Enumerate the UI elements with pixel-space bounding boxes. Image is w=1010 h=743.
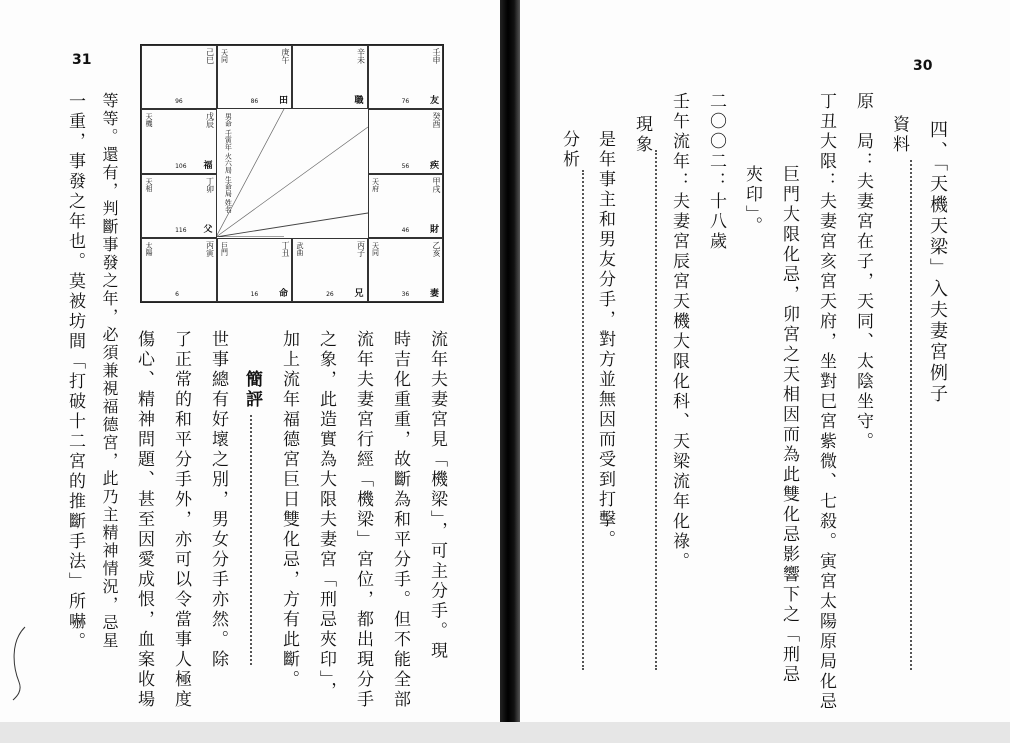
- page-number-30: 30: [913, 58, 933, 74]
- cell-ganzhi: 己巳: [205, 48, 215, 64]
- subheading-data: 資料: [889, 115, 909, 155]
- text-column: 等等。還有，判斷事發之年，必須兼視福德宮，此乃主精神情況，忌星: [100, 92, 119, 650]
- chart-cell-yin: [141, 238, 217, 302]
- chart-cell-mao: [141, 174, 217, 238]
- cell-number: 26: [326, 291, 334, 298]
- cell-palace: 妻: [429, 289, 439, 299]
- chart-center: [216, 109, 368, 237]
- cell-number: 56: [401, 162, 410, 170]
- text-column: 壬午流年：夫妻宮辰宮天機大限化科、天梁流年化祿。: [669, 92, 689, 572]
- cell-number: 96: [175, 98, 183, 106]
- chart-cell-chou: [217, 238, 293, 302]
- cell-palace: 友: [429, 96, 439, 107]
- cell-palace: 疾: [429, 160, 439, 171]
- center-line: 火六局: [224, 152, 233, 174]
- text-column: 流年夫妻宮見「機梁」，可主分手。現: [427, 330, 447, 662]
- chart-cell-hai: [368, 238, 444, 302]
- center-line: 姓名: [224, 198, 233, 213]
- dotted-leader: [655, 150, 657, 670]
- text-column: 之象，此造實為大限夫妻宮「刑忌夾印」，: [316, 330, 336, 702]
- text-column: 加上流年福德宮巨日雙化忌，方有此斷。: [279, 330, 299, 690]
- cell-number: 116: [175, 226, 187, 234]
- cell-ganzhi: 丁卯: [205, 176, 215, 193]
- left-page: [0, 0, 500, 722]
- cell-palace: 命: [278, 289, 288, 299]
- text-column: 是年事主和男友分手，對方並無因而受到打擊。: [595, 130, 615, 550]
- section-title: 四、「天機天梁」入夫妻宮例子: [927, 120, 948, 405]
- cell-ganzhi: 辛未: [356, 48, 366, 64]
- dotted-leader: [910, 160, 912, 670]
- cell-palace: 職: [354, 96, 364, 107]
- text-column: 了正常的和平分手外，亦可以令當事人極度: [171, 330, 191, 710]
- ziwei-chart: [140, 44, 444, 303]
- text-column: 二〇〇二：十八歲: [706, 92, 726, 252]
- cell-stars: 天同: [220, 49, 229, 63]
- text-column: 巨門大限化忌，卯宮之天相因而為此雙化忌影響下之「刑忌: [779, 165, 799, 685]
- cell-stars: 天同: [371, 241, 380, 256]
- viewer-bottom-band: [0, 722, 1010, 743]
- cell-stars: 武曲: [296, 241, 304, 256]
- cell-number: 76: [401, 98, 410, 106]
- right-page: [520, 0, 1010, 722]
- dotted-leader: [582, 170, 584, 670]
- chart-cell-wu: [217, 45, 293, 109]
- cell-palace: 財: [429, 224, 439, 235]
- cell-ganzhi: 丙寅: [205, 240, 215, 257]
- text-column: 流年夫妻宮行經「機梁」宮位，都出現分手: [353, 330, 373, 710]
- center-line: 男命: [224, 113, 233, 127]
- cell-ganzhi: 乙亥: [432, 240, 441, 257]
- chart-line: [216, 127, 368, 237]
- cell-stars: 天府: [371, 177, 380, 192]
- text-column: 時吉化重重，故斷為和平分手。但不能全部: [390, 330, 410, 710]
- text-column: 一重，事發之年也。莫被坊間「打破十二宮的推斷手法」所嚇。: [65, 92, 85, 652]
- cell-ganzhi: 壬申: [432, 48, 441, 64]
- cell-stars: 天相: [145, 177, 153, 192]
- cell-number: 16: [250, 291, 259, 298]
- dotted-leader: [250, 415, 252, 665]
- text-column: 原 局：夫妻宮在子，天同、太陰坐守。: [853, 92, 873, 452]
- text-column: 世事總有好壞之別，男女分手亦然。除: [208, 330, 228, 670]
- cell-number: 106: [175, 162, 187, 170]
- chart-cell-si: [141, 45, 217, 109]
- chart-lines: [216, 109, 368, 237]
- cell-number: 6: [175, 291, 179, 298]
- cell-number: 36: [401, 291, 410, 298]
- text-column: 丁丑大限：夫妻宮亥宮天府，坐對巳宮紫微、七殺。寅宮太陽原局化忌: [816, 92, 836, 712]
- text-column: 傷心、精神問題、甚至因愛成恨，血案收場: [134, 330, 154, 710]
- chart-cell-zi: [292, 238, 368, 302]
- book-gutter: [500, 0, 520, 722]
- subheading-analysis: 分析: [559, 130, 579, 170]
- center-line: 生命局: [224, 175, 233, 197]
- cell-ganzhi: 丁丑: [281, 240, 290, 257]
- cell-ganzhi: 甲戌: [432, 176, 441, 193]
- cell-ganzhi: 丙子: [356, 240, 366, 257]
- center-line: 壬寅年: [224, 129, 233, 151]
- cell-palace: 兄: [354, 289, 364, 299]
- subheading-phenomenon: 現象: [632, 115, 652, 155]
- text-column: 夾印」。: [742, 165, 762, 237]
- page-number-31: 31: [72, 52, 92, 68]
- cell-palace: 田: [278, 96, 288, 107]
- chart-cell-wei: [292, 45, 368, 109]
- chart-cell-xu: [368, 174, 444, 238]
- chart-cell-chen: [141, 109, 217, 173]
- cell-number: 86: [250, 98, 259, 106]
- cell-palace: 福: [203, 160, 213, 171]
- margin-scribble: [5, 622, 35, 702]
- cell-palace: 父: [203, 224, 213, 235]
- section-heading-comment: 簡評: [242, 370, 262, 410]
- chart-cell-shen: [368, 45, 444, 109]
- cell-stars: 巨門: [220, 241, 229, 256]
- chart-line: [216, 109, 284, 237]
- cell-ganzhi: 癸酉: [432, 112, 441, 129]
- cell-number: 46: [401, 226, 410, 234]
- cell-ganzhi: 戊辰: [205, 112, 215, 129]
- cell-stars: 太陽: [145, 241, 153, 256]
- cell-stars: 天機: [145, 113, 153, 128]
- cell-ganzhi: 庚午: [281, 48, 290, 64]
- chart-line: [216, 213, 368, 237]
- chart-cell-you: [368, 109, 444, 173]
